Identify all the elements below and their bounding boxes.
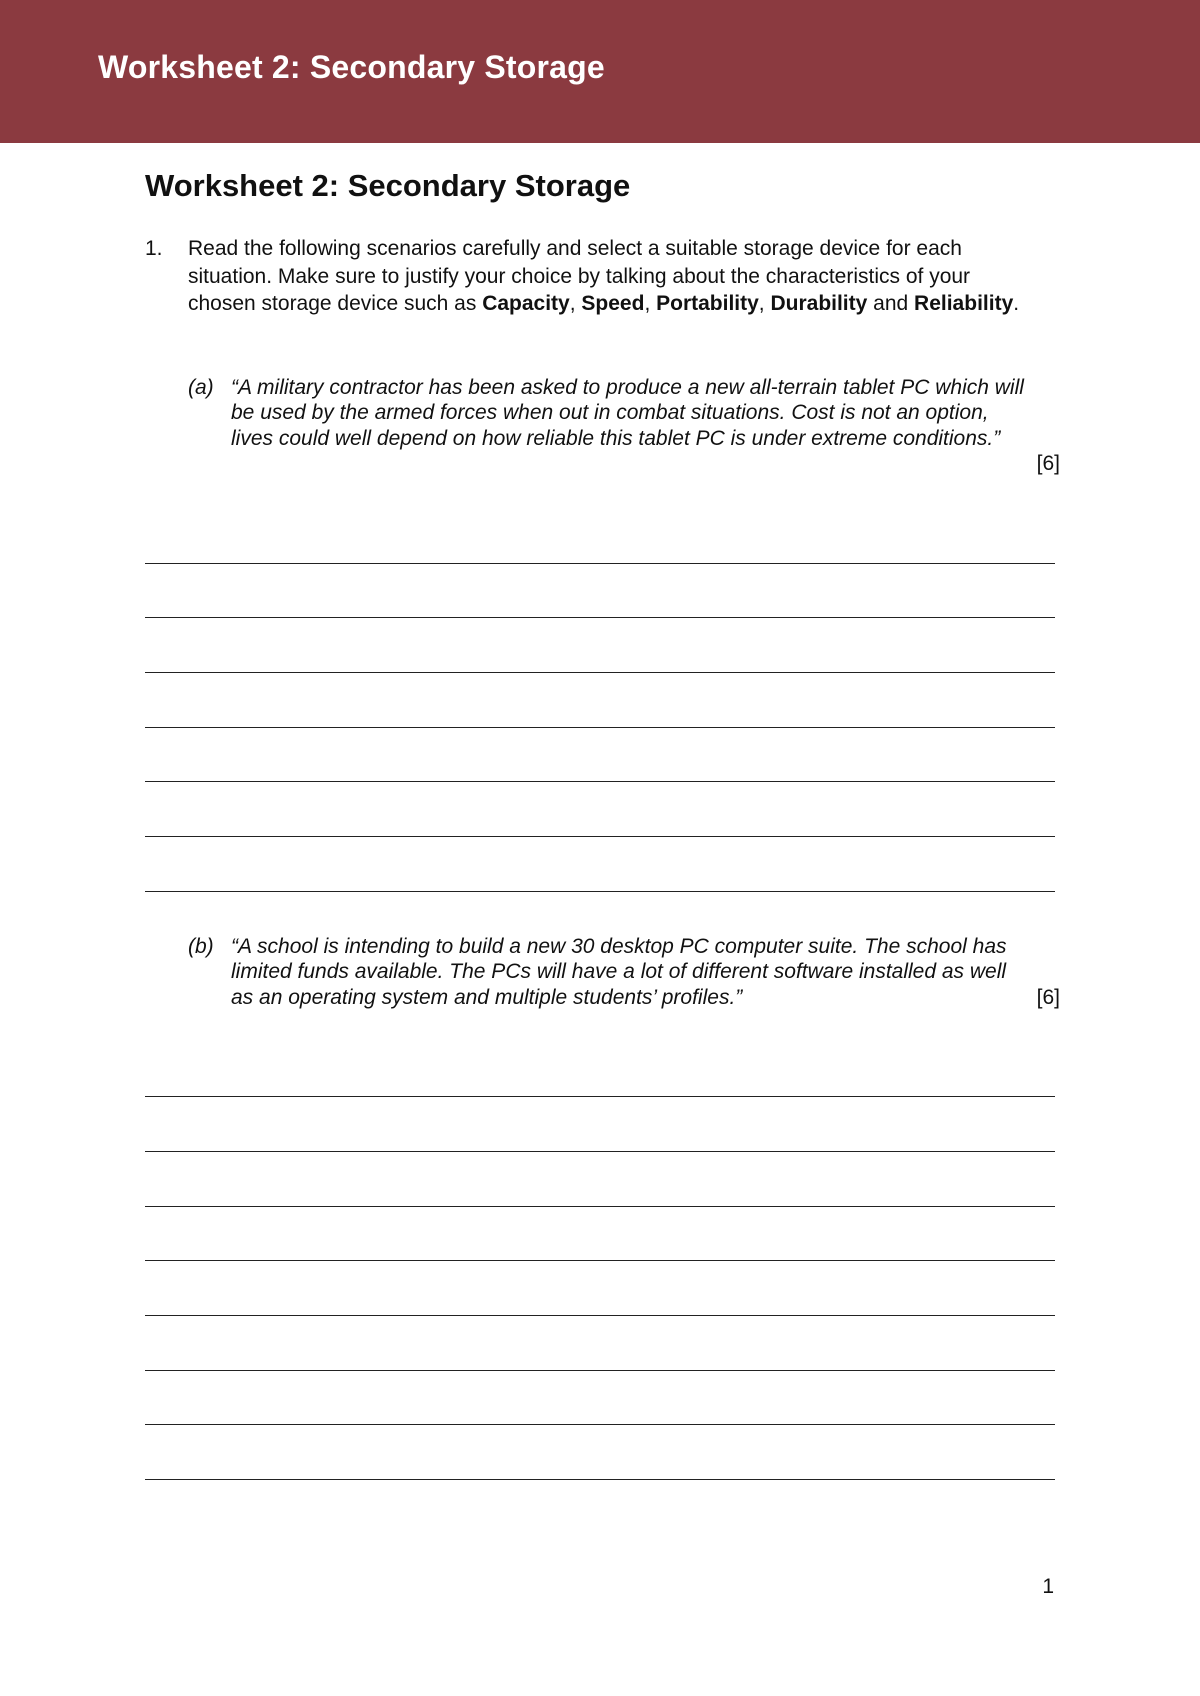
- keyword-reliability: Reliability: [914, 292, 1014, 315]
- part-a-text: “A military contractor has been asked to produce a new all-terrain tablet PC which will be used by the armed forces when out in combat situations. Cost is not an option, lives could well depend on how reliable this tablet PC is under extreme conditions.”: [231, 376, 1024, 450]
- answer-line[interactable]: [145, 727, 1055, 728]
- answer-line[interactable]: [145, 1151, 1055, 1152]
- page-number: 1: [1042, 1575, 1054, 1598]
- header-title: Worksheet 2: Secondary Storage: [98, 49, 605, 85]
- header-bar: [0, 0, 1200, 143]
- answer-line[interactable]: [145, 1206, 1055, 1207]
- question-intro: Read the following scenarios carefully and select a suitable storage device for each situation. Make sure to justify your choice by talking about the characteristics of your chosen storage device such as: [188, 237, 971, 315]
- answer-line[interactable]: [145, 1370, 1055, 1371]
- keyword-durability: Durability: [770, 292, 868, 315]
- answer-line[interactable]: [145, 781, 1055, 782]
- question-text: Read the following scenarios carefully and select a suitable storage device for each situation. Make sure to justify your choice by talking about the characteristics of your chosen storage device such as Capacity, Speed, Portability, Durability and Reliability.: [188, 237, 1020, 315]
- answer-line[interactable]: [145, 1096, 1055, 1097]
- answer-line[interactable]: [145, 1479, 1055, 1480]
- answer-line[interactable]: [145, 1424, 1055, 1425]
- answer-line[interactable]: [145, 672, 1055, 673]
- answer-line[interactable]: [145, 617, 1055, 618]
- part-b-label: (b): [188, 935, 214, 958]
- part-a-label: (a): [188, 376, 214, 399]
- page-title: Worksheet 2: Secondary Storage: [145, 168, 631, 203]
- answer-line[interactable]: [145, 836, 1055, 837]
- keyword-capacity: Capacity: [482, 292, 570, 315]
- keyword-portability: Portability: [656, 292, 759, 315]
- answer-line[interactable]: [145, 891, 1055, 892]
- part-b-text: “A school is intending to build a new 30 desktop PC computer suite. The school has limited funds available. The PCs will have a lot of different software installed as well as an operating system and multiple students’ profiles.”: [231, 935, 1007, 1009]
- keyword-speed: Speed: [581, 292, 645, 315]
- part-b-marks: [6]: [1036, 986, 1060, 1009]
- answer-line[interactable]: [145, 1260, 1055, 1261]
- answer-line[interactable]: [145, 563, 1055, 564]
- part-a-marks: [6]: [1036, 452, 1060, 475]
- question-number: 1.: [145, 237, 163, 260]
- answer-line[interactable]: [145, 1315, 1055, 1316]
